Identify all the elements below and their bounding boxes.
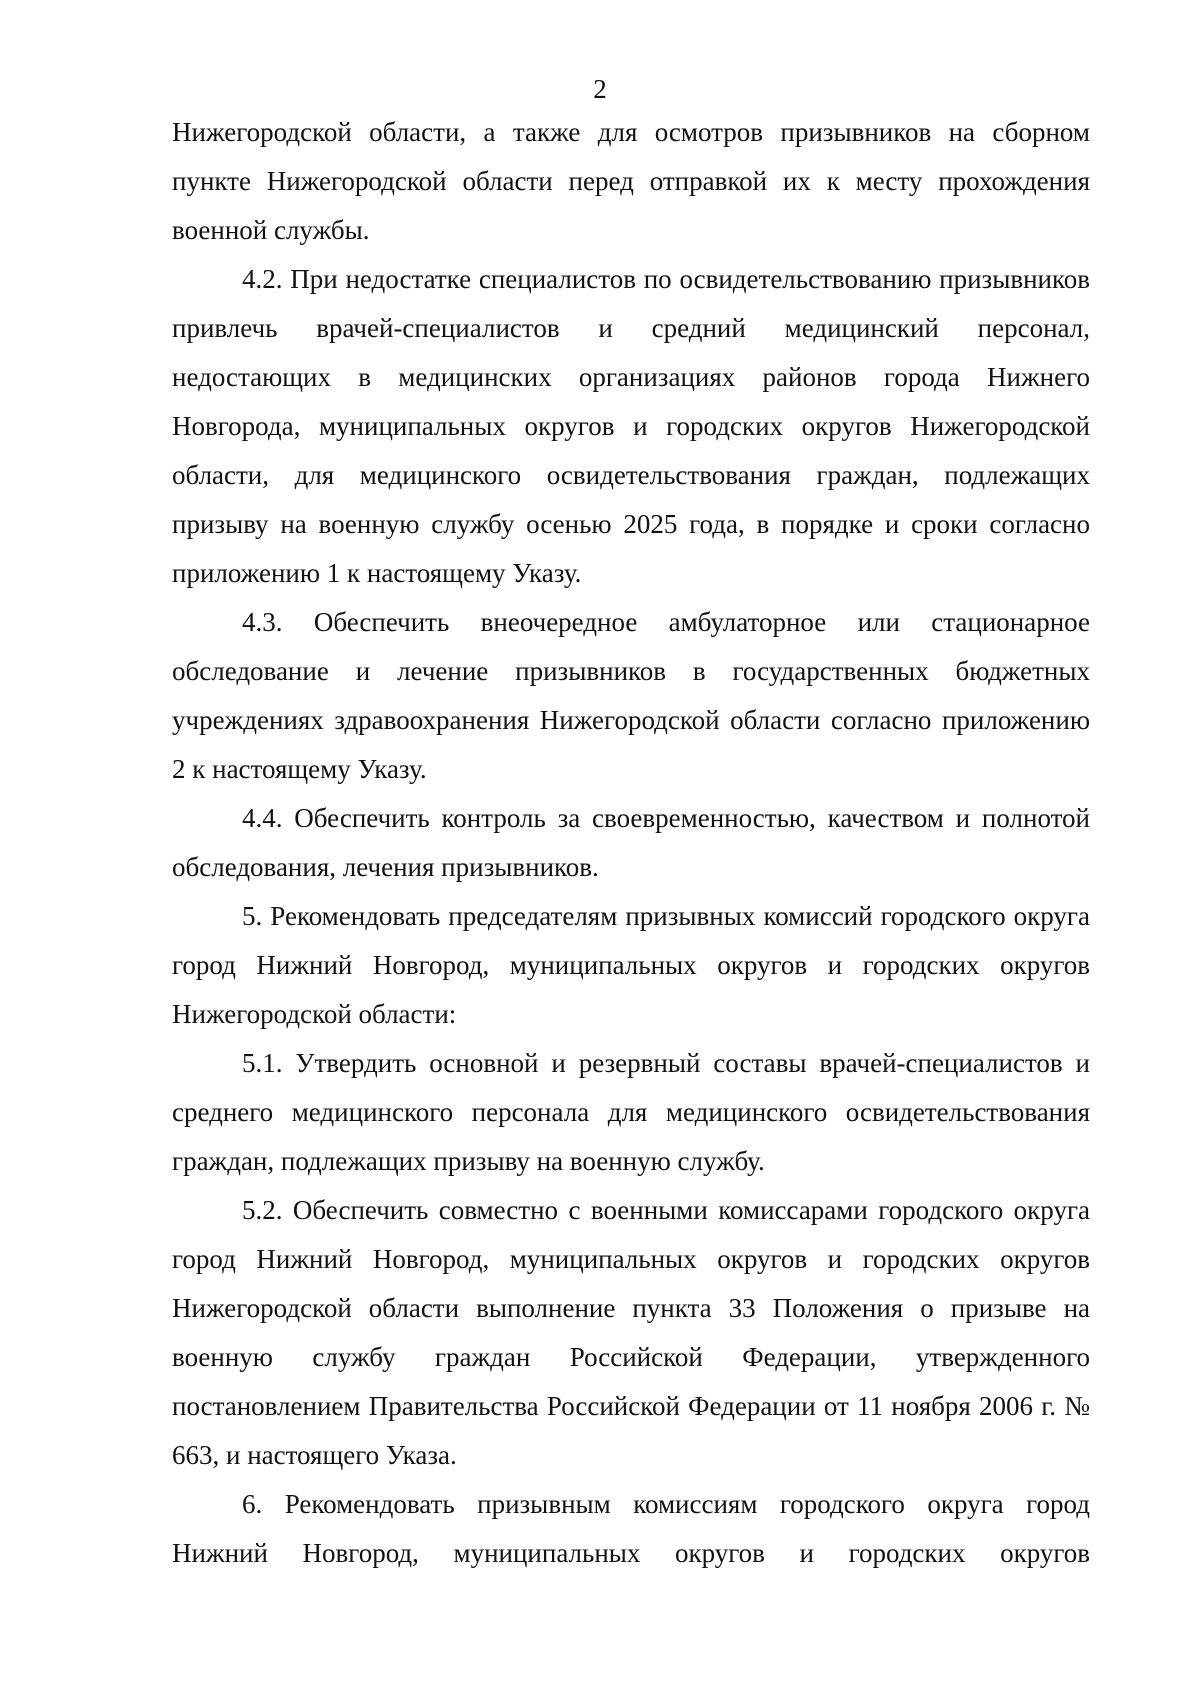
paragraph-5-1: 5.1. Утвердить основной и резервный составы врачей-специалистов и среднего медицинского персонала для медицинского освидетельствования граждан, подлежащих призыву на военную службу. (172, 1048, 1090, 1176)
paragraph-4-2: 4.2. При недостатке специалистов по освидетельствованию призывников привлечь врачей-специалистов и средний медицинский персонал, недостающих в медицинских организациях районов города Нижнего Новгорода, муниципальных округов и городских округов Нижегородской области, для медицинского освидетельствования граждан, подлежащих призыву на военную службу осенью 2025 года, в порядке и сроки согласно приложению 1 к настоящему Указу. (172, 264, 1090, 588)
paragraph-continuation: Нижегородской области, а также для осмотров призывников на сборном пункте Нижегородской области перед отправкой их к месту прохождения военной службы. (172, 117, 1090, 245)
paragraph-6: 6. Рекомендовать призывным комиссиям городского округа город Нижний Новгород, муниципальных округов и городских округов (172, 1489, 1090, 1568)
paragraph-4-3: 4.3. Обеспечить внеочередное амбулаторное или стационарное обследование и лечение призывников в государственных бюджетных учреждениях здравоохранения Нижегородской области согласно приложению 2 к настоящему Указу. (172, 607, 1090, 784)
paragraph-5: 5. Рекомендовать председателям призывных комиссий городского округа город Нижний Новгород, муниципальных округов и городских округов Нижегородской области: (172, 901, 1090, 1029)
paragraph-4-4: 4.4. Обеспечить контроль за своевременностью, качеством и полнотой обследования, лечения призывников. (172, 803, 1090, 882)
page-number: 2 (593, 74, 607, 104)
paragraph-5-2: 5.2. Обеспечить совместно с военными комиссарами городского округа город Нижний Новгород, муниципальных округов и городских округов Нижегородской области выполнение пункта 33 Положения о призыве на военную службу граждан Российской Федерации, утвержденного постановлением Правительства Российской Федерации от 11 ноября 2006 г. № 663, и настоящего Указа. (172, 1195, 1090, 1470)
document-body (172, 108, 1090, 1578)
